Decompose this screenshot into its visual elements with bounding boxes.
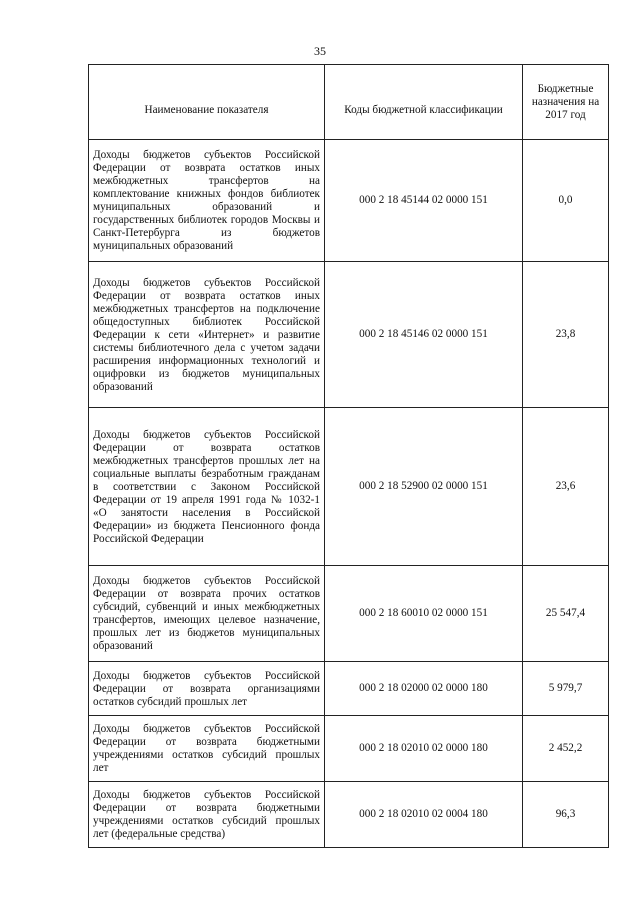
row-code: 000 2 18 45146 02 0000 151 <box>325 262 523 408</box>
row-code: 000 2 18 60010 02 0000 151 <box>325 566 523 662</box>
row-name: Доходы бюджетов субъектов Российской Федерации от возврата бюджетными учреждениями остатков субсидий прошлых лет (федеральные средства) <box>89 782 325 848</box>
table-row <box>89 140 609 262</box>
row-amount: 23,8 <box>523 262 609 408</box>
row-amount: 96,3 <box>523 782 609 848</box>
table-row <box>89 408 609 566</box>
row-code: 000 2 18 02000 02 0000 180 <box>325 662 523 716</box>
row-name: Доходы бюджетов субъектов Российской Федерации от возврата прочих остатков субсидий, субвенций и иных межбюджетных трансфертов, имеющих целевое назначение, прошлых лет из бюджетов муниципальных образований <box>89 566 325 662</box>
table-row <box>89 662 609 716</box>
row-name: Доходы бюджетов субъектов Российской Федерации от возврата организациями остатков субсидий прошлых лет <box>89 662 325 716</box>
row-name: Доходы бюджетов субъектов Российской Федерации от возврата остатков иных межбюджетных трансфертов на подключение общедоступных библиотек Российской Федерации к сети «Интернет» и развитие системы библиотечного дела с учетом задачи расширения информационных технологий и оцифровки из бюджетов муниципальных образований <box>89 262 325 408</box>
row-amount: 0,0 <box>523 140 609 262</box>
row-amount: 5 979,7 <box>523 662 609 716</box>
row-code: 000 2 18 02010 02 0000 180 <box>325 716 523 782</box>
row-code: 000 2 18 52900 02 0000 151 <box>325 408 523 566</box>
row-name: Доходы бюджетов субъектов Российской Федерации от возврата остатков межбюджетных трансфертов прошлых лет на социальные выплаты безработным гражданам в соответствии с Законом Российской Федерации от 19 апреля 1991 года № 1032-1 «О занятости населения в Российской Федерации» из бюджета Пенсионного фонда Российской Федерации <box>89 408 325 566</box>
table-row <box>89 716 609 782</box>
header-amount: Бюджетные назначения на 2017 год <box>523 65 609 140</box>
page-number: 35 <box>314 44 326 58</box>
row-amount: 25 547,4 <box>523 566 609 662</box>
budget-table <box>88 64 609 848</box>
header-code: Коды бюджетной классификации <box>325 65 523 140</box>
header-name: Наименование показателя <box>89 65 325 140</box>
row-amount: 2 452,2 <box>523 716 609 782</box>
row-code: 000 2 18 02010 02 0004 180 <box>325 782 523 848</box>
row-code: 000 2 18 45144 02 0000 151 <box>325 140 523 262</box>
table-row <box>89 262 609 408</box>
table-row <box>89 566 609 662</box>
table-row <box>89 782 609 848</box>
table-header-row <box>89 65 609 140</box>
row-name: Доходы бюджетов субъектов Российской Федерации от возврата остатков иных межбюджетных трансфертов на комплектование книжных фондов библиотек муниципальных образований и государственных библиотек городов Москвы и Санкт-Петербурга из бюджетов муниципальных образований <box>89 140 325 262</box>
row-amount: 23,6 <box>523 408 609 566</box>
row-name: Доходы бюджетов субъектов Российской Федерации от возврата бюджетными учреждениями остатков субсидий прошлых лет <box>89 716 325 782</box>
